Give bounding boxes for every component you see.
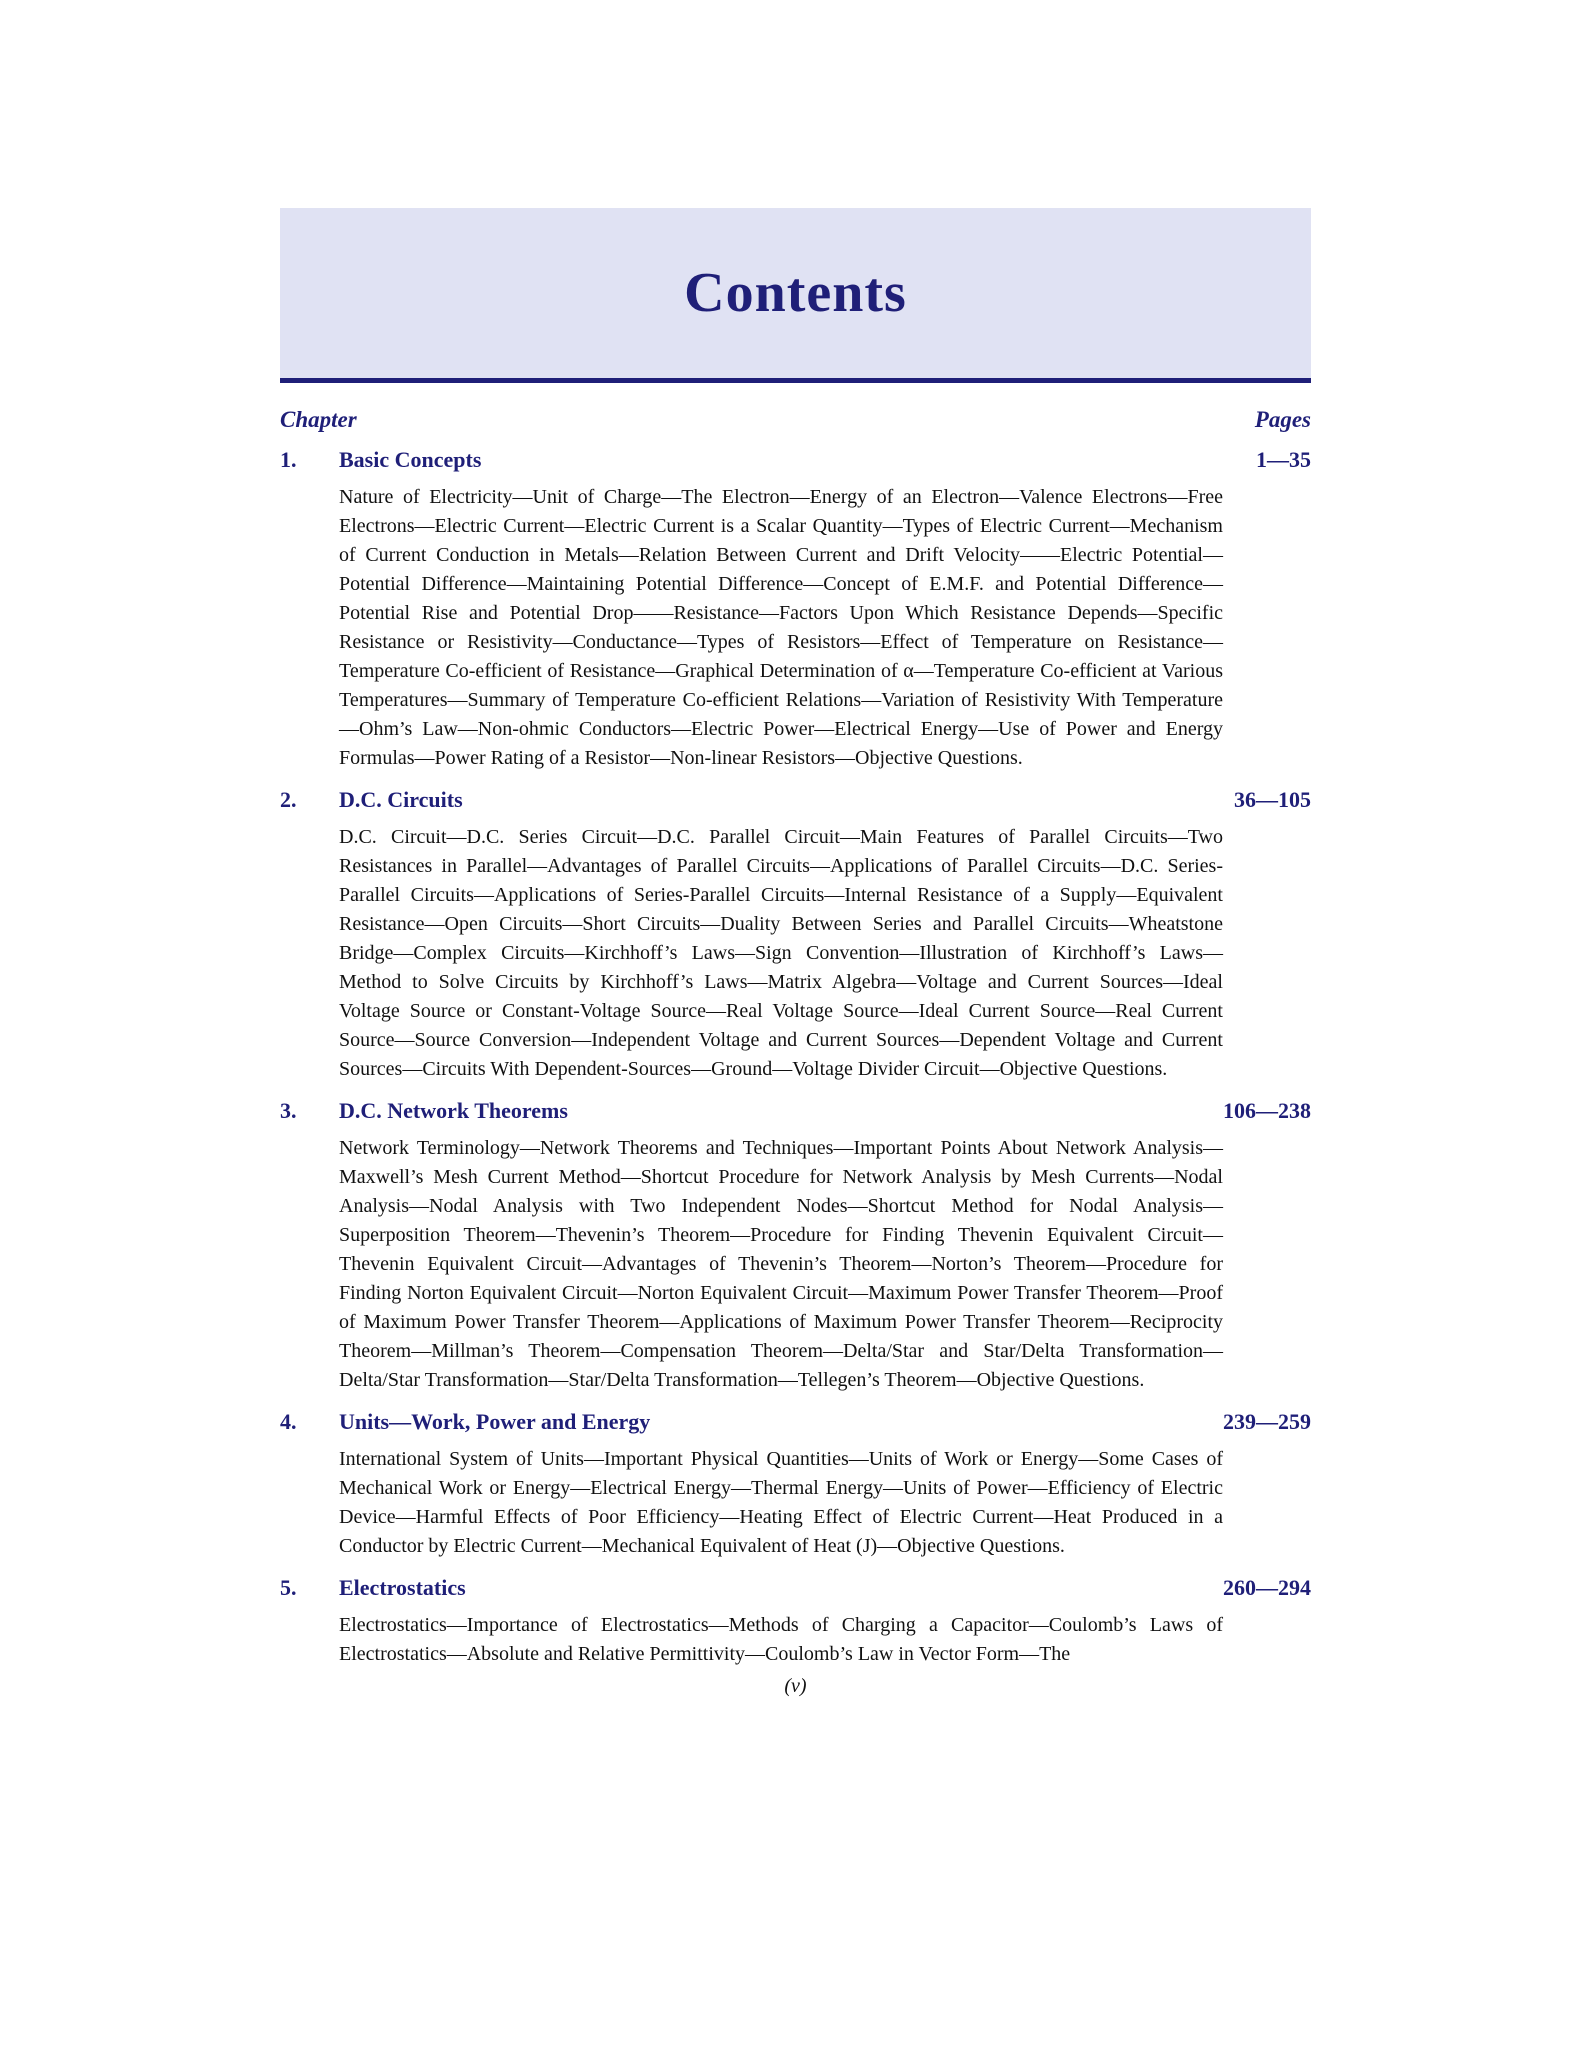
chapter-number: 3. xyxy=(280,1098,297,1123)
chapter-page-range: 260—294 xyxy=(1223,1575,1311,1600)
chapter-topics: D.C. Circuit—D.C. Series Circuit—D.C. Parallel Circuit—Main Features of Parallel Circuits—Two Resistances in Parallel—Advantages of Parallel Circuits—Applications of Parallel Circuits—D.C. Series-Parallel Circuits—Applications of Series-Parallel Circuits—Internal Resistance of a Supply—Equivalent Resistance—Open Circuits—Short Circuits—Duality Between Series and Parallel Circuits—Wheatstone Bridge—Complex Circuits—Kirchhoff’s Laws—Sign Convention—Illustration of Kirchhoff’s Laws—Method to Solve Circuits by Kirchhoff’s Laws—Matrix Algebra—Voltage and Current Sources—Ideal Voltage Source or Constant-Voltage Source—Real Voltage Source—Ideal Current Source—Real Current Source—Source Conversion—Independent Voltage and Current Sources—Dependent Voltage and Current Sources—Circuits With Dependent-Sources—Ground—Voltage Divider Circuit—Objective Questions. xyxy=(339,826,1223,1080)
chapter-column-header: Chapter xyxy=(280,407,357,432)
contents-page xyxy=(280,208,1311,1698)
chapter-page-range: 1—35 xyxy=(1256,447,1311,472)
chapter-title: Electrostatics xyxy=(339,1575,466,1600)
chapter-topics: Electrostatics—Importance of Electrostatics—Methods of Charging a Capacitor—Coulomb’s Laws of Electrostatics—Absolute and Relative Permittivity—Coulomb’s Law in Vector Form—The xyxy=(339,1614,1223,1665)
chapter-title: D.C. Circuits xyxy=(339,787,463,812)
page-title: Contents xyxy=(684,262,907,324)
chapter-topics: Network Terminology—Network Theorems and Techniques—Important Points About Network Analysis—Maxwell’s Mesh Current Method—Shortcut Procedure for Network Analysis by Mesh Currents—Nodal Analysis—Nodal Analysis with Two Independent Nodes—Shortcut Method for Nodal Analysis—Superposition Theorem—Thevenin’s Theorem—Procedure for Finding Thevenin Equivalent Circuit—Thevenin Equivalent Circuit—Advantages of Thevenin’s Theorem—Norton’s Theorem—Procedure for Finding Norton Equivalent Circuit—Norton Equivalent Circuit—Maximum Power Transfer Theorem—Proof of Maximum Power Transfer Theorem—Applications of Maximum Power Transfer Theorem—Reciprocity Theorem—Millman’s Theorem—Compensation Theorem—Delta/Star and Star/Delta Transformation—Delta/Star Transformation—Star/Delta Transformation—Tellegen’s Theorem—Objective Questions. xyxy=(339,1137,1223,1391)
chapter-heading-row xyxy=(280,1409,1311,1435)
toc-entry-units-work-power-energy xyxy=(280,1409,1311,1561)
chapter-title: Basic Concepts xyxy=(339,447,482,472)
contents-header-box xyxy=(280,208,1311,378)
chapter-page-range: 239—259 xyxy=(1223,1409,1311,1434)
chapter-topics: International System of Units—Important Physical Quantities—Units of Work or Energy—Some Cases of Mechanical Work or Energy—Electrical Energy—Thermal Energy—Units of Power—Efficiency of Electric Device—Harmful Effects of Poor Efficiency—Heating Effect of Electric Current—Heat Produced in a Conductor by Electric Current—Mechanical Equivalent of Heat (J)—Objective Questions. xyxy=(339,1448,1223,1557)
pages-column-header: Pages xyxy=(1254,407,1311,432)
chapter-page-range: 106—238 xyxy=(1223,1098,1311,1123)
column-headers-row xyxy=(280,407,1311,433)
chapter-number: 1. xyxy=(280,447,297,472)
chapter-topics: Nature of Electricity—Unit of Charge—The Electron—Energy of an Electron—Valence Electrons—Free Electrons—Electric Current—Electric Current is a Scalar Quantity—Types of Electric Current—Mechanism of Current Conduction in Metals—Relation Between Current and Drift Velocity——Electric Potential—Potential Difference—Maintaining Potential Difference—Concept of E.M.F. and Potential Difference—Potential Rise and Potential Drop——Resistance—Factors Upon Which Resistance Depends—Specific Resistance or Resistivity—Conductance—Types of Resistors—Effect of Temperature on Resistance—Temperature Co-efficient of Resistance—Graphical Determination of α—Temperature Co-efficient at Various Temperatures—Summary of Temperature Co-efficient Relations—Variation of Resistivity With Temperature—Ohm’s Law—Non-ohmic Conductors—Electric Power—Electrical Energy—Use of Power and Energy Formulas—Power Rating of a Resistor—Non-linear Resistors—Objective Questions. xyxy=(339,486,1223,769)
toc-entry-electrostatics xyxy=(280,1575,1311,1669)
chapter-heading-row xyxy=(280,1575,1311,1601)
chapter-number: 4. xyxy=(280,1409,297,1434)
chapter-heading-row xyxy=(280,447,1311,473)
toc-entry-dc-circuits xyxy=(280,787,1311,1084)
toc-entry-dc-network-theorems xyxy=(280,1098,1311,1395)
chapter-title: D.C. Network Theorems xyxy=(339,1098,568,1123)
chapter-heading-row xyxy=(280,1098,1311,1124)
page-number: (v) xyxy=(784,1675,807,1697)
toc-entry-basic-concepts xyxy=(280,447,1311,773)
chapter-title: Units—Work, Power and Energy xyxy=(339,1409,651,1434)
chapter-number: 2. xyxy=(280,787,297,812)
chapter-page-range: 36—105 xyxy=(1234,787,1311,812)
header-rule xyxy=(280,378,1311,383)
chapter-heading-row xyxy=(280,787,1311,813)
chapter-number: 5. xyxy=(280,1575,297,1600)
